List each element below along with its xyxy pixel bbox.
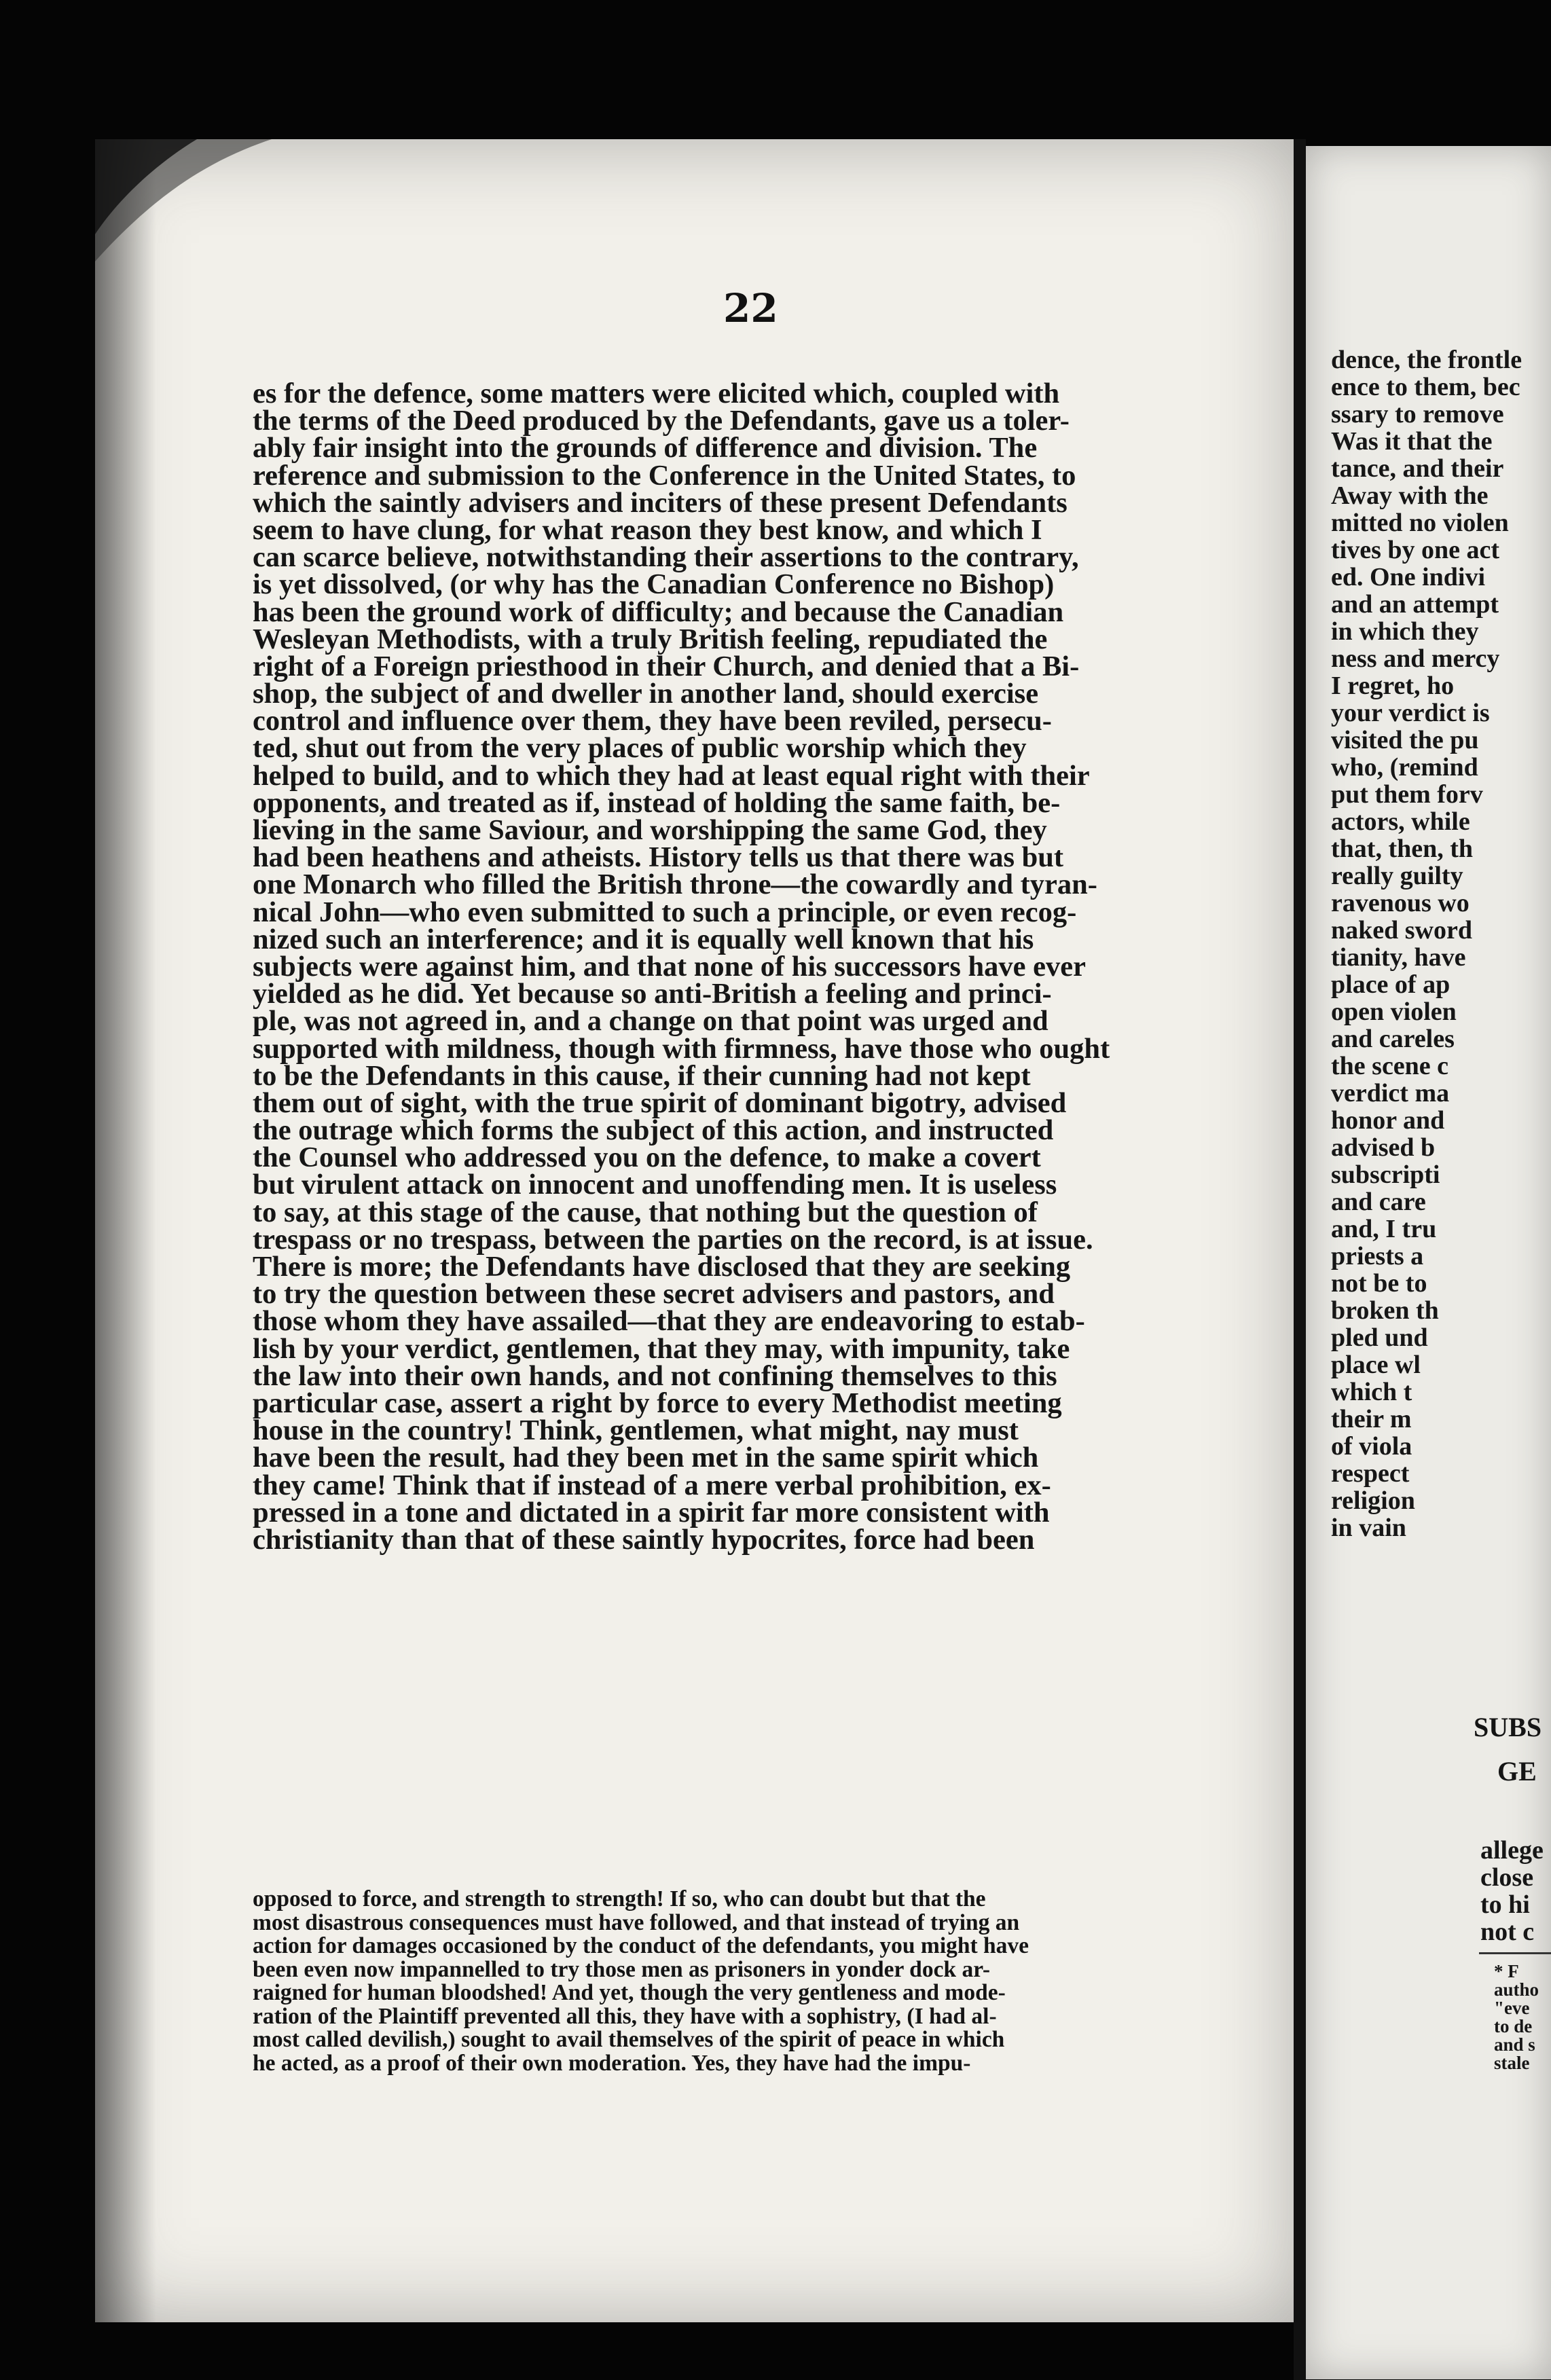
facing-text-line: tianity, have — [1331, 943, 1466, 972]
facing-text-line: to hi — [1480, 1890, 1530, 1919]
facing-text-line: naked sword — [1331, 916, 1472, 945]
facing-text-line: really guilty — [1331, 862, 1463, 890]
facing-page-text — [1331, 346, 1551, 1541]
text-line: es for the defence, some matters were elicited which, coupled with — [253, 378, 1060, 409]
footnote-line: opposed to force, and strength to strength! If so, who can doubt but that the — [253, 1886, 986, 1911]
text-line: seem to have clung, for what reason they best know, and which I — [253, 513, 1042, 546]
facing-text-line: ravenous wo — [1331, 889, 1470, 917]
text-line: the law into their own hands, and not confining themselves to this — [253, 1359, 1057, 1392]
facing-text-line: put them forv — [1331, 780, 1483, 809]
text-line: trespass or no trespass, between the parties on the record, is at issue. — [253, 1223, 1093, 1256]
facing-text-line: in which they — [1331, 617, 1479, 646]
facing-text-line: tives by one act — [1331, 536, 1500, 564]
facing-text-line: dence, the frontle — [1331, 346, 1522, 374]
facing-text-line: place wl — [1331, 1351, 1421, 1379]
facing-text-line: actors, while — [1331, 807, 1470, 836]
footnote-line: been even now impannelled to try those men as prisoners in yonder dock ar- — [253, 1956, 990, 1982]
facing-footnote-line: autho — [1494, 1979, 1539, 2000]
facing-text-line: priests a — [1331, 1242, 1424, 1270]
text-line: to be the Defendants in this cause, if their cunning had not kept — [253, 1059, 1031, 1092]
text-line: christianity than that of these saintly hypocrites, force had been — [253, 1523, 1035, 1556]
facing-text-line: place of ap — [1331, 970, 1450, 999]
facing-text-line: which t — [1331, 1378, 1412, 1406]
facing-page-subheading: GE — [1497, 1756, 1537, 1787]
text-line: ably fair insight into the grounds of difference and division. The — [253, 432, 1038, 464]
facing-text-line: open violen — [1331, 997, 1457, 1026]
facing-text-line: that, then, th — [1331, 835, 1474, 863]
text-line: nized such an interference; and it is equally well known that his — [253, 923, 1034, 955]
text-line: can scarce believe, notwithstanding their assertions to the contrary, — [253, 541, 1079, 574]
text-line: to say, at this stage of the cause, that nothing but the question of — [253, 1196, 1038, 1228]
facing-text-line: the scene c — [1331, 1052, 1449, 1080]
page-number: 22 — [723, 285, 778, 331]
footnote-line: ration of the Plaintiff prevented all this, they have with a sophistry, (I had al- — [253, 2003, 997, 2029]
facing-text-line: and, I tru — [1331, 1215, 1437, 1243]
facing-text-line: allege — [1480, 1836, 1544, 1865]
footnote-line: most disastrous consequences must have followed, and that instead of trying an — [253, 1909, 1020, 1935]
facing-text-line: advised b — [1331, 1133, 1436, 1162]
facing-text-line: Away with the — [1331, 481, 1489, 510]
facing-text-line: visited the pu — [1331, 726, 1479, 754]
text-line: ple, was not agreed in, and a change on that point was urged and — [253, 1005, 1048, 1038]
facing-text-line: Was it that the — [1331, 427, 1493, 456]
facing-text-line: ness and mercy — [1331, 644, 1500, 673]
facing-text-line: tance, and their — [1331, 454, 1504, 483]
text-line: There is more; the Defendants have disclosed that they are seeking — [253, 1251, 1071, 1283]
scan-border-top — [0, 0, 1551, 146]
text-line: have been the result, had they been met in the same spirit which — [253, 1442, 1039, 1474]
page-edge-shadow — [95, 139, 156, 2322]
text-line: has been the ground work of difficulty; and because the Canadian — [253, 596, 1064, 628]
text-line: those whom they have assailed—that they are endeavoring to estab- — [253, 1305, 1085, 1338]
facing-footnote-line: "eve — [1494, 1998, 1530, 2018]
facing-text-line: and an attempt — [1331, 590, 1499, 619]
text-line: nical John—who even submitted to such a principle, or even recog- — [253, 896, 1077, 928]
facing-footnote-line: and s — [1494, 2034, 1535, 2055]
text-line: they came! Think that if instead of a mere verbal prohibition, ex- — [253, 1469, 1051, 1501]
text-line: the terms of the Deed produced by the Defendants, gave us a toler- — [253, 405, 1070, 437]
facing-page-footnote — [1494, 1962, 1551, 2072]
facing-text-line: religion — [1331, 1486, 1415, 1515]
text-line: the Counsel who addressed you on the defence, to make a covert — [253, 1141, 1041, 1174]
scan-border-bottom — [0, 2322, 1294, 2379]
book-gutter — [1294, 139, 1306, 2380]
text-line: right of a Foreign priesthood in their Church, and denied that a Bi- — [253, 650, 1080, 682]
text-line: yielded as he did. Yet because so anti-British a feeling and princi- — [253, 978, 1052, 1010]
text-line: lish by your verdict, gentlemen, that they may, with impunity, take — [253, 1332, 1070, 1365]
facing-text-line: mitted no violen — [1331, 509, 1509, 537]
page-corner-curl — [95, 139, 272, 261]
footnote-line: raigned for human bloodshed! And yet, though the very gentleness and mode- — [253, 1980, 1006, 2005]
text-line: to try the question between these secret advisers and pastors, and — [253, 1278, 1055, 1311]
facing-text-line: ence to them, bec — [1331, 373, 1520, 401]
text-line: had been heathens and atheists. History tells us that there was but — [253, 841, 1064, 874]
text-line: which the saintly advisers and inciters of these present Defendants — [253, 486, 1068, 519]
text-line: the outrage which forms the subject of this action, and instructed — [253, 1114, 1054, 1147]
facing-text-line: I regret, ho — [1331, 672, 1455, 700]
facing-text-line: verdict ma — [1331, 1079, 1450, 1107]
text-line: supported with mildness, though with firmness, have those who ought — [253, 1032, 1110, 1065]
facing-text-line: honor and — [1331, 1106, 1445, 1135]
facing-text-line: and care — [1331, 1188, 1426, 1216]
text-line: ted, shut out from the very places of public worship which they — [253, 732, 1027, 765]
facing-text-line: not be to — [1331, 1269, 1427, 1298]
facing-page-lower-text — [1480, 1837, 1551, 1945]
body-text — [253, 380, 1258, 1554]
text-line: shop, the subject of and dweller in another land, should exercise — [253, 678, 1039, 710]
facing-text-line: in vain — [1331, 1514, 1406, 1542]
facing-text-line: subscripti — [1331, 1160, 1440, 1189]
text-line: one Monarch who filled the British throne—the cowardly and tyran- — [253, 868, 1097, 901]
facing-text-line: broken th — [1331, 1296, 1439, 1325]
text-line: them out of sight, with the true spirit of dominant bigotry, advised — [253, 1086, 1067, 1119]
text-line: helped to build, and to which they had at least equal right with their — [253, 759, 1090, 792]
footnote-text — [253, 1888, 1258, 2075]
facing-text-line: respect — [1331, 1459, 1410, 1488]
facing-text-line: not c — [1480, 1918, 1535, 1946]
text-line: particular case, assert a right by force to every Methodist meeting — [253, 1387, 1062, 1419]
facing-text-line: your verdict is — [1331, 699, 1490, 727]
text-line: is yet dissolved, (or why has the Canadian Conference no Bishop) — [253, 568, 1055, 601]
facing-text-line: ssary to remove — [1331, 400, 1504, 428]
facing-page-rule — [1479, 1952, 1551, 1954]
facing-text-line: and careles — [1331, 1025, 1455, 1053]
text-line: subjects were against him, and that none of his successors have ever — [253, 950, 1086, 983]
text-line: reference and submission to the Conference in the United States, to — [253, 459, 1076, 492]
text-line: control and influence over them, they have been reviled, persecu- — [253, 705, 1052, 737]
facing-footnote-line: * F — [1494, 1961, 1519, 1981]
footnote-line: action for damages occasioned by the conduct of the defendants, you might have — [253, 1933, 1029, 1958]
text-line: opponents, and treated as if, instead of holding the same faith, be- — [253, 786, 1061, 819]
text-line: house in the country! Think, gentlemen, what might, nay must — [253, 1414, 1019, 1447]
text-line: Wesleyan Methodists, with a truly British feeling, repudiated the — [253, 623, 1048, 655]
footnote-line: most called devilish,) sought to avail themselves of the spirit of peace in which — [253, 2027, 1005, 2052]
facing-text-line: ed. One indivi — [1331, 563, 1485, 591]
text-line: but virulent attack on innocent and unoffending men. It is useless — [253, 1169, 1057, 1201]
facing-text-line: who, (remind — [1331, 753, 1478, 782]
facing-text-line: close — [1480, 1863, 1534, 1892]
facing-text-line: of viola — [1331, 1432, 1412, 1461]
footnote-line: he acted, as a proof of their own moderation. Yes, they have had the impu- — [253, 2050, 971, 2076]
text-line: lieving in the same Saviour, and worshipping the same God, they — [253, 814, 1047, 846]
facing-text-line: their m — [1331, 1405, 1412, 1433]
facing-text-line: pled und — [1331, 1323, 1428, 1352]
facing-footnote-line: to de — [1494, 2016, 1533, 2036]
facing-footnote-line: stale — [1494, 2053, 1530, 2073]
facing-page-heading: SUBS — [1474, 1712, 1542, 1742]
text-line: pressed in a tone and dictated in a spirit far more consistent with — [253, 1496, 1050, 1528]
